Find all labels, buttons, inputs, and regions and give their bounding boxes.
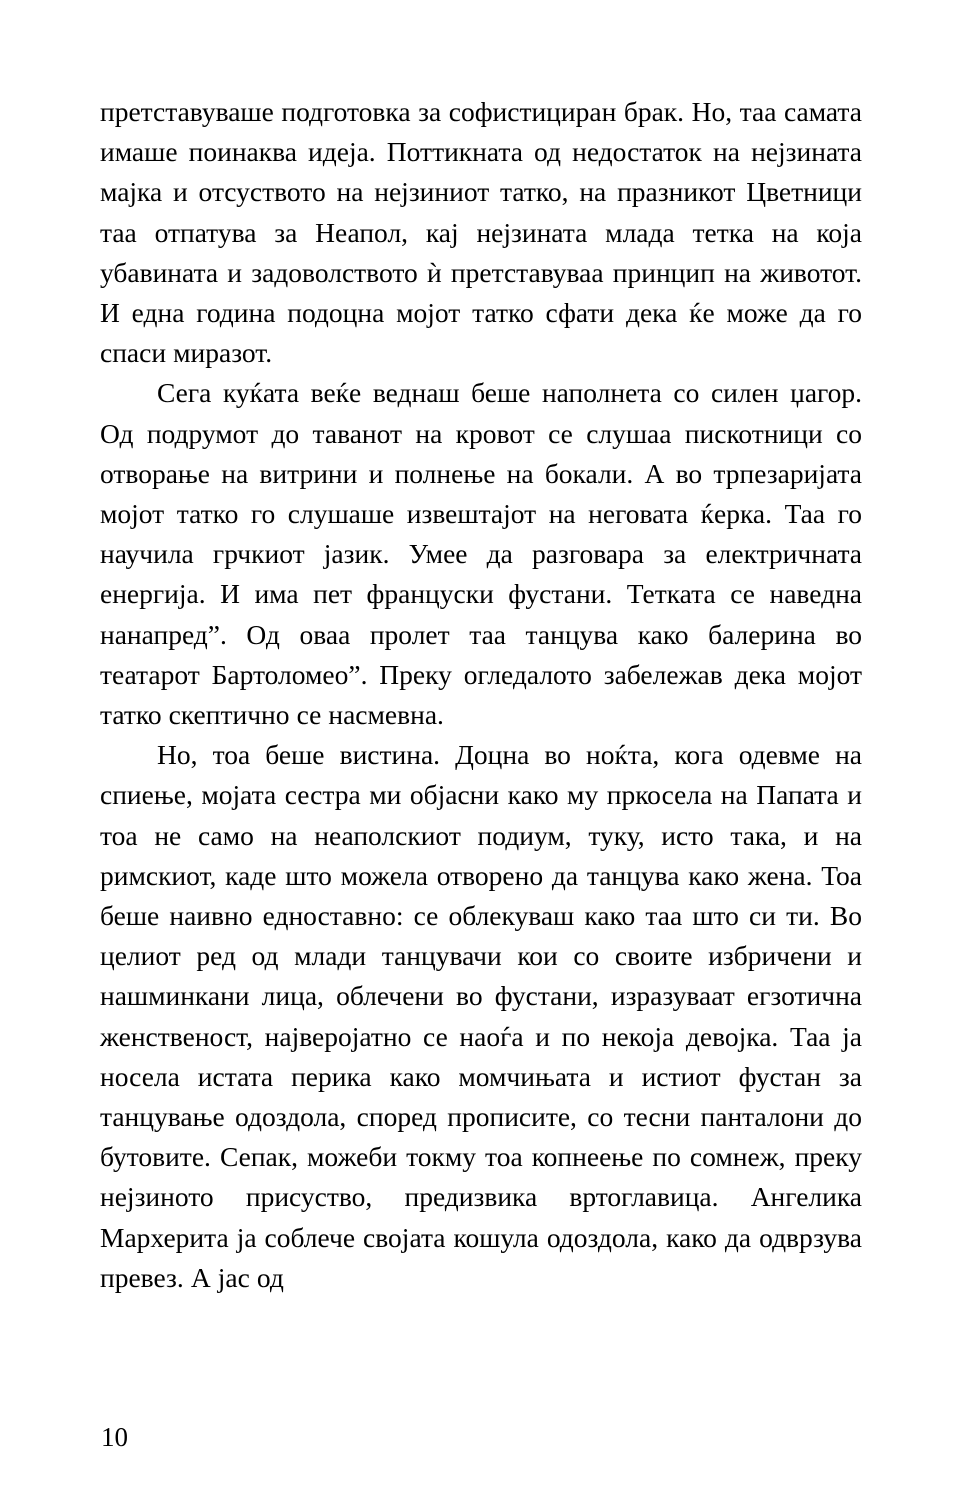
paragraph-3: Но, тоа беше вистина. Доцна во ноќта, кога одевме на спиење, мојата сестра ми објасни како му пркосела на Папата и тоа не само на неаполскиот подиум, туку, исто така, и на римскиот, каде што можела отворено да танцува како жена. Тоа беше наивно едноставно: се облекуваш како таа што си ти. Во целиот ред од млади танцувачи кои со своите избричени и нашминкани лица, облечени во фустани, изразуваат егзотична женственост, најверојатно се наоѓа и по некоја девојка. Таа ја носела истата перика како момчињата и истиот фустан за танцување одоздола, според прописите, со тесни панталони до бутовите. Сепак, можеби токму тоа копнеење по сомнеж, преку нејзиното присуство, предизвика вртоглавица. Ангелика Мархерита ја соблече својата кошула одоздола, како да одврзува превез. А јас од: [100, 739, 862, 1293]
page-number: 10: [101, 1422, 128, 1452]
paragraph-2: Сега куќата веќе веднаш беше наполнета со силен џагор. Од подрумот до таванот на кровот се слушаа пискотници со отворање на витрини и полнење на бокали. А во трпезаријата мојот татко го слушаше извештајот на неговата ќерка. Таа го научила грчкиот јазик. Умее да разговара за електричната енергија. И има пет француски фустани. Тетката се наведна нанапред”. Од оваа пролет таа танцува како балерина во театарот Бартоломео”. Преку огледалото забележав дека мојот татко скептично се насмевна.: [100, 377, 862, 731]
page-text-block: [100, 92, 862, 1298]
paragraph-1: претставуваше подготовка за софистициран брак. Но, таа самата имаше поинаква идеја. Поттикната од недостаток на нејзината мајка и отсуството на нејзиниот татко, на празникот Цветници таа отпатува за Неапол, кај нејзината млада тетка на која убавината и задоволството ѝ претставуваа принцип на животот. И една година подоцна мојот татко сфати дека ќе може да го спаси миразот.: [100, 96, 862, 369]
